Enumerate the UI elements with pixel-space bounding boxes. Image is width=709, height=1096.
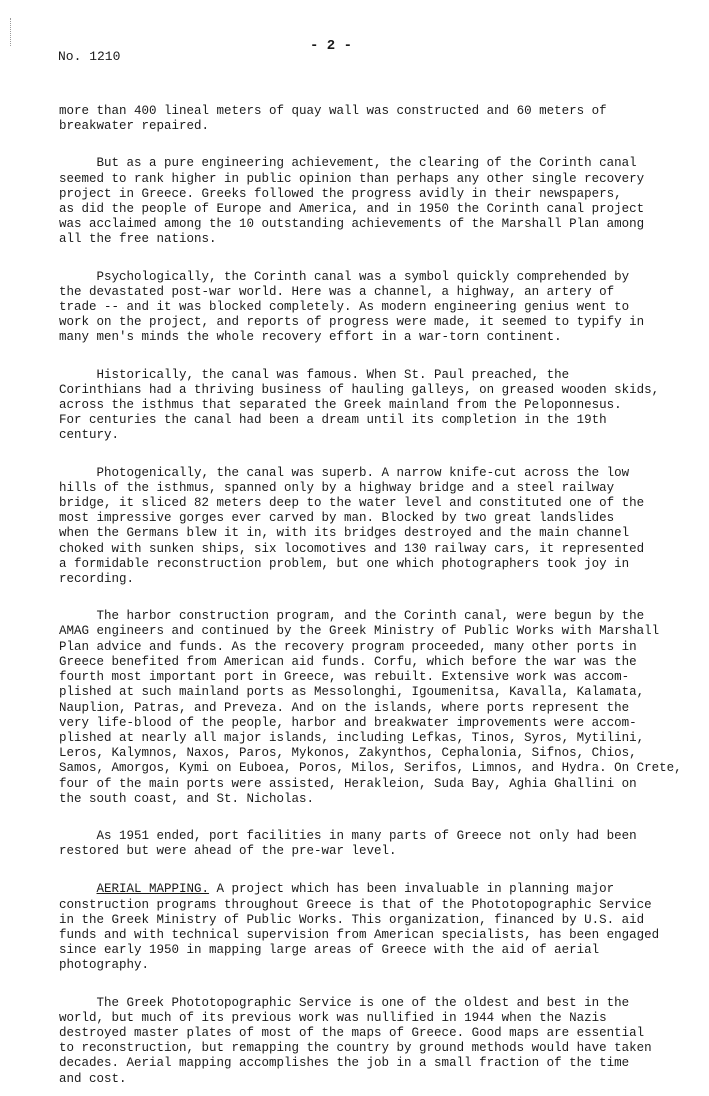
text-line: Corinthians had a thriving business of hauling galleys, on greased wooden skids, [59, 382, 660, 397]
text-line: more than 400 lineal meters of quay wall was constructed and 60 meters of [59, 104, 607, 118]
text-line-rest: A project which has been invaluable in planning major [209, 882, 615, 897]
text-line: seemed to rank higher in public opinion than perhaps any other single recovery [59, 171, 645, 186]
text-line: most impressive gorges ever carved by man. Blocked by two great landslides [59, 511, 615, 526]
text-line: the south coast, and St. Nicholas. [59, 791, 315, 806]
text-line: bridge, it sliced 82 meters deep to the water level and constituted one of the [59, 496, 645, 511]
text-line: fourth most important port in Greece, was rebuilt. Extensive work was accom- [59, 670, 630, 685]
text-line: As 1951 ended, port facilities in many parts of Greece not only had been [59, 828, 637, 843]
page-number: - 2 - [310, 38, 353, 54]
text-line: trade -- and it was blocked completely. As modern engineering genius went to [59, 300, 630, 315]
text-line: a formidable reconstruction problem, but one which photographers took joy in [59, 556, 630, 571]
text-line: as did the people of Europe and America, and in 1950 the Corinth canal project [59, 202, 645, 217]
paragraph [59, 368, 659, 444]
text-line: century. [59, 428, 120, 443]
document-number: No. 1210 [58, 49, 121, 64]
text-line: plished at such mainland ports as Messolonghi, Igoumenitsa, Kavalla, Kalamata, [59, 685, 645, 700]
text-line: Leros, Kalymnos, Naxos, Paros, Mykonos, Zakynthos, Cephalonia, Sifnos, Chios, [59, 746, 637, 761]
text-line: across the isthmus that separated the Greek mainland from the Peloponnesus. [59, 398, 622, 413]
text-line: world, but much of its previous work was nullified in 1944 when the Nazis [59, 1010, 607, 1025]
paragraph [59, 829, 659, 859]
text-line: decades. Aerial mapping accomplishes the job in a small fraction of the time [59, 1056, 630, 1071]
text-line: in the Greek Ministry of Public Works. This organization, financed by U.S. aid [59, 912, 645, 927]
text-line: But as a pure engineering achievement, the clearing of the Corinth canal [59, 156, 637, 171]
text-line: Nauplion, Patras, and Preveza. And on the islands, where ports represent the [59, 700, 630, 715]
text-line: Photogenically, the canal was superb. A narrow knife-cut across the low [59, 465, 630, 480]
text-line: was acclaimed among the 10 outstanding achievements of the Marshall Plan among [59, 217, 645, 232]
text-line: Plan advice and funds. As the recovery program proceeded, many other ports in [59, 639, 637, 654]
text-line: construction programs throughout Greece is that of the Phototopographic Service [59, 897, 652, 912]
body-text [59, 82, 682, 1087]
text-line: all the free nations. [59, 232, 217, 247]
text-line: when the Germans blew it in, with its bridges destroyed and the main channel [59, 526, 630, 541]
text-line: hills of the isthmus, spanned only by a highway bridge and a steel railway [59, 480, 615, 495]
text-line: destroyed master plates of most of the maps of Greece. Good maps are essential [59, 1025, 645, 1040]
text-line: plished at nearly all major islands, including Lefkas, Tinos, Syros, Mytilini, [59, 730, 645, 745]
paragraph [59, 270, 659, 346]
text-line: funds and with technical supervision from American specialists, has been engaged [59, 927, 660, 942]
paragraph [59, 996, 659, 1087]
text-line: recording. [59, 572, 135, 587]
text-line: and cost. [59, 1071, 127, 1086]
text-line: restored but were ahead of the pre-war level. [59, 844, 397, 859]
paragraph [59, 104, 659, 134]
margin-mark [10, 18, 12, 46]
text-line: The Greek Phototopographic Service is one of the oldest and best in the [59, 995, 630, 1010]
text-line: photography. [59, 958, 150, 973]
text-line [59, 882, 659, 897]
section-heading: AERIAL MAPPING. [96, 882, 210, 897]
text-line: very life-blood of the people, harbor and breakwater improvements were accom- [59, 715, 637, 730]
text-line: breakwater repaired. [59, 119, 210, 134]
paragraph [59, 156, 659, 247]
text-line: to reconstruction, but remapping the country by ground methods would have taken [59, 1041, 652, 1056]
text-line: Historically, the canal was famous. When St. Paul preached, the [59, 367, 570, 382]
text-line: four of the main ports were assisted, Herakleion, Suda Bay, Aghia Ghallini on [59, 776, 637, 791]
text-line: the devastated post-war world. Here was a channel, a highway, an artery of [59, 284, 615, 299]
text-line: since early 1950 in mapping large areas of Greece with the aid of aerial [59, 943, 600, 958]
text-line: project in Greece. Greeks followed the progress avidly in their newspapers, [59, 186, 622, 201]
text-line: work on the project, and reports of progress were made, it seemed to typify in [59, 315, 645, 330]
paragraph [59, 466, 659, 588]
paragraph [59, 609, 682, 807]
text-line: Greece benefited from American aid funds. Corfu, which before the war was the [59, 654, 637, 669]
text-line: Samos, Amorgos, Kymi on Euboea, Poros, Milos, Serifos, Limnos, and Hydra. On Crete, [59, 761, 682, 776]
text-line: choked with sunken ships, six locomotives and 130 railway cars, it represented [59, 541, 645, 556]
text-line: many men's minds the whole recovery effort in a war-torn continent. [59, 330, 562, 345]
text-line: For centuries the canal had been a dream until its completion in the 19th [59, 413, 607, 428]
text-line: AMAG engineers and continued by the Greek Ministry of Public Works with Marshall [59, 624, 660, 639]
text-line: Psychologically, the Corinth canal was a symbol quickly comprehended by [59, 269, 630, 284]
text-line: The harbor construction program, and the Corinth canal, were begun by the [59, 609, 645, 624]
paragraph [59, 882, 659, 973]
